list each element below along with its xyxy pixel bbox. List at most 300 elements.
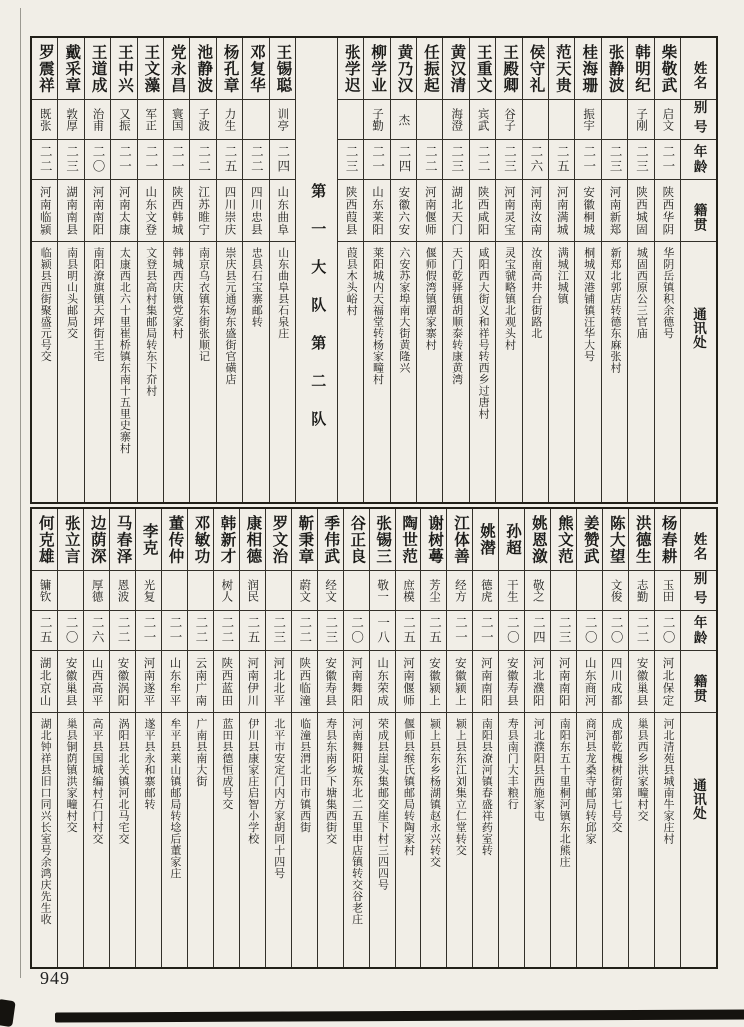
person-column xyxy=(163,38,189,502)
person-column xyxy=(242,38,268,502)
person-name-cell xyxy=(549,38,574,100)
person-name: 韩新才 xyxy=(218,514,236,565)
person-address: 临潼县渭北田市镇西街 xyxy=(298,718,311,833)
person-name: 洪德生 xyxy=(633,514,651,565)
person-origin: 江苏睢宁 xyxy=(197,185,210,236)
person-column xyxy=(110,38,136,502)
person-address: 商河县龙桑寺邮局转邱家 xyxy=(584,718,597,845)
person-column xyxy=(343,509,369,967)
person-address-cell xyxy=(164,242,189,502)
person-column xyxy=(442,38,468,502)
person-age-cell xyxy=(655,140,680,180)
person-origin: 河北濮阳 xyxy=(531,656,544,707)
person-age-cell xyxy=(318,611,343,651)
person-age: 二三 xyxy=(271,616,286,645)
person-name-cell xyxy=(217,38,242,100)
person-name-cell xyxy=(164,38,189,100)
person-column xyxy=(602,509,628,967)
person-column xyxy=(469,38,495,502)
person-origin-cell xyxy=(443,180,468,242)
person-address-cell xyxy=(391,242,416,502)
person-name-cell xyxy=(270,38,295,100)
person-name: 王殿卿 xyxy=(501,43,519,94)
person-address: 寿县南门大丰粮行 xyxy=(506,718,519,810)
person-column xyxy=(395,509,421,967)
person-address-cell xyxy=(473,713,498,967)
person-age: 二一 xyxy=(581,145,596,174)
person-name: 姚潜 xyxy=(477,523,495,556)
person-address: 南京乌衣镇东街张顺记 xyxy=(197,247,210,362)
person-origin: 安徽颍上 xyxy=(427,656,440,707)
person-age: 二一 xyxy=(143,145,158,174)
person-alias-cell xyxy=(243,100,268,140)
person-name: 任振起 xyxy=(421,43,439,94)
person-name: 杨春耕 xyxy=(659,514,677,565)
person-origin-cell xyxy=(577,651,602,713)
person-name: 王中兴 xyxy=(116,43,134,94)
person-address: 城固西原公三官庙 xyxy=(635,247,648,339)
person-column xyxy=(109,509,135,967)
header-cell-age xyxy=(681,611,716,651)
person-name-cell xyxy=(111,38,136,100)
person-age-cell xyxy=(111,140,136,180)
person-name: 桂海珊 xyxy=(580,43,598,94)
header-label-address: 通讯处 xyxy=(691,778,706,820)
person-name: 王锡聪 xyxy=(274,43,292,94)
person-name: 陶世范 xyxy=(400,514,418,565)
person-name: 邓复华 xyxy=(247,43,265,94)
person-origin-cell xyxy=(344,651,369,713)
person-age-cell xyxy=(85,140,110,180)
person-name: 韩明纪 xyxy=(633,43,651,94)
person-column xyxy=(137,38,163,502)
person-address-cell xyxy=(162,713,187,967)
person-origin-cell xyxy=(447,651,472,713)
person-alias: 子波 xyxy=(197,108,210,131)
person-name-cell xyxy=(470,38,495,100)
person-address-cell xyxy=(190,242,215,502)
person-origin: 四川忠县 xyxy=(249,185,262,236)
person-alias: 树人 xyxy=(220,579,233,602)
person-origin: 河南满城 xyxy=(555,185,568,236)
person-age: 二二 xyxy=(116,616,131,645)
person-alias-cell xyxy=(32,100,57,140)
person-alias-cell xyxy=(549,100,574,140)
person-name-cell xyxy=(162,509,187,571)
person-age-cell xyxy=(240,611,265,651)
person-column xyxy=(189,38,215,502)
person-alias: 芳尘 xyxy=(427,579,440,602)
person-name-cell xyxy=(85,38,110,100)
person-column xyxy=(550,509,576,967)
person-address-cell xyxy=(575,242,600,502)
person-alias: 训亭 xyxy=(276,108,289,131)
person-alias-cell xyxy=(110,571,135,611)
person-age: 二二 xyxy=(476,145,491,174)
person-name-cell xyxy=(58,509,83,571)
person-address: 南阳潦旗镇天坪街王宅 xyxy=(91,247,104,362)
person-address-cell xyxy=(496,242,521,502)
person-address: 高平县国城编村石门村交 xyxy=(91,718,104,845)
person-name-cell xyxy=(496,38,521,100)
person-age: 二三 xyxy=(608,145,623,174)
person-address-cell xyxy=(443,242,468,502)
person-age-cell xyxy=(270,140,295,180)
person-alias-cell xyxy=(164,100,189,140)
person-age: 二〇 xyxy=(91,145,106,174)
person-origin: 山东莱阳 xyxy=(371,185,384,236)
person-origin-cell xyxy=(525,651,550,713)
person-alias: 厚德 xyxy=(90,579,103,602)
person-origin-cell xyxy=(84,651,109,713)
person-address: 河北清苑县城南牛家庄村 xyxy=(662,718,675,845)
person-column xyxy=(363,38,389,502)
person-column xyxy=(522,38,548,502)
person-name-cell xyxy=(364,38,389,100)
person-alias: 恩波 xyxy=(116,579,129,602)
person-name-cell xyxy=(629,509,654,571)
person-origin-cell xyxy=(110,651,135,713)
person-name-cell xyxy=(396,509,421,571)
person-age-cell xyxy=(58,611,83,651)
person-name-cell xyxy=(110,509,135,571)
person-alias: 光复 xyxy=(142,579,155,602)
person-address: 牟平县莱山镇邮局转埝后董家庄 xyxy=(168,718,181,879)
person-address: 新郑北郭店转德东麻张村 xyxy=(609,247,622,374)
person-column xyxy=(548,38,574,502)
person-address-cell xyxy=(396,713,421,967)
person-alias: 德虎 xyxy=(479,579,492,602)
person-address: 荣成县崖头集邮交崖下村三四四号 xyxy=(376,718,389,891)
person-name: 江体善 xyxy=(452,514,470,565)
person-name-cell xyxy=(240,509,265,571)
person-name: 熊文范 xyxy=(555,514,573,565)
person-origin-cell xyxy=(523,180,548,242)
person-origin: 河南南阳 xyxy=(557,656,570,707)
person-column xyxy=(216,38,242,502)
person-name-cell xyxy=(523,38,548,100)
person-alias: 经方 xyxy=(453,579,466,602)
person-origin: 湖北天门 xyxy=(450,185,463,236)
person-address-cell xyxy=(84,713,109,967)
person-address-cell xyxy=(292,713,317,967)
person-origin: 陕西葭县 xyxy=(344,185,357,236)
person-name: 马春泽 xyxy=(114,514,132,565)
person-address: 偃师假湾镇谭家寨村 xyxy=(424,247,437,351)
person-age-cell xyxy=(499,611,524,651)
person-name-cell xyxy=(214,509,239,571)
person-origin: 山西高平 xyxy=(90,656,103,707)
person-name-cell xyxy=(499,509,524,571)
person-alias-cell xyxy=(270,100,295,140)
person-name-cell xyxy=(84,509,109,571)
person-origin: 安徽寿县 xyxy=(324,656,337,707)
person-origin-cell xyxy=(602,180,627,242)
person-alias-cell xyxy=(370,571,395,611)
person-address: 忠县石宝寨邮转 xyxy=(250,247,263,328)
unit-divider-label: 第一大队第二队 xyxy=(309,183,326,449)
person-alias: 敬一 xyxy=(376,579,389,602)
person-alias-cell xyxy=(523,100,548,140)
header-label-origin: 籍贯 xyxy=(691,203,707,232)
person-address-cell xyxy=(188,713,213,967)
person-name-cell xyxy=(136,509,161,571)
person-column xyxy=(627,38,653,502)
person-address-cell xyxy=(628,242,653,502)
header-cell-address xyxy=(681,713,716,967)
person-address-cell xyxy=(58,242,83,502)
header-cell-alias xyxy=(681,571,716,611)
person-alias-cell xyxy=(551,571,576,611)
person-name: 柳学业 xyxy=(369,43,387,94)
person-alias-cell xyxy=(32,571,57,611)
person-age: 二〇 xyxy=(64,616,79,645)
person-column xyxy=(265,509,291,967)
person-address-cell xyxy=(217,242,242,502)
person-address: 河北濮阳县西施家屯 xyxy=(532,718,545,822)
person-address: 遂平县永和寨邮转 xyxy=(142,718,155,810)
person-origin-cell xyxy=(575,180,600,242)
person-column xyxy=(337,38,363,502)
person-column xyxy=(628,509,654,967)
person-name-cell xyxy=(243,38,268,100)
person-alias-cell xyxy=(499,571,524,611)
person-age-cell xyxy=(58,140,83,180)
person-name-cell xyxy=(525,509,550,571)
person-origin-cell xyxy=(496,180,521,242)
person-column xyxy=(239,509,265,967)
person-age-cell xyxy=(217,140,242,180)
person-origin: 安徽颍上 xyxy=(453,656,466,707)
person-address-cell xyxy=(602,242,627,502)
person-name: 姚恩潋 xyxy=(529,514,547,565)
person-age: 二五 xyxy=(427,616,442,645)
person-age: 二三 xyxy=(323,616,338,645)
person-name: 姜赞武 xyxy=(581,514,599,565)
person-address-cell xyxy=(525,713,550,967)
person-age-cell xyxy=(32,611,57,651)
person-alias-cell xyxy=(496,100,521,140)
person-age-cell xyxy=(162,611,187,651)
person-name: 边荫深 xyxy=(88,514,106,565)
person-name-cell xyxy=(344,509,369,571)
person-age-cell xyxy=(164,140,189,180)
person-column xyxy=(187,509,213,967)
person-origin-cell xyxy=(85,180,110,242)
person-origin: 陕西蓝田 xyxy=(220,656,233,707)
person-address-cell xyxy=(338,242,363,502)
person-age-cell xyxy=(32,140,57,180)
person-age: 二六 xyxy=(528,145,543,174)
person-name: 党永昌 xyxy=(168,43,186,94)
person-address: 北平市安定门内方家胡同十四号 xyxy=(272,718,285,879)
person-alias-cell xyxy=(577,571,602,611)
person-origin-cell xyxy=(549,180,574,242)
person-column xyxy=(524,509,550,967)
person-alias-cell xyxy=(364,100,389,140)
person-alias-cell xyxy=(266,571,291,611)
person-age: 二二 xyxy=(297,616,312,645)
person-alias: 治甫 xyxy=(91,108,104,131)
person-origin-cell xyxy=(551,651,576,713)
header-label-address: 通讯处 xyxy=(691,307,706,349)
person-address-cell xyxy=(111,242,136,502)
person-column xyxy=(495,38,521,502)
header-column xyxy=(680,509,716,967)
person-age-cell xyxy=(396,611,421,651)
person-address-cell xyxy=(370,713,395,967)
header-label-origin: 籍贯 xyxy=(691,674,707,703)
person-name: 孙超 xyxy=(503,523,521,556)
person-column xyxy=(574,38,600,502)
person-origin-cell xyxy=(655,180,680,242)
person-address: 桐城双港铺镇汪华大号 xyxy=(582,247,595,362)
person-address: 颍上县东乡杨湖镇赵永兴转交 xyxy=(428,718,441,868)
person-alias: 寰国 xyxy=(170,108,183,131)
person-name: 黄乃汉 xyxy=(395,43,413,94)
person-address-cell xyxy=(421,713,446,967)
person-address: 文登县高村集邮局转东下夼村 xyxy=(144,247,157,397)
person-alias-cell xyxy=(396,571,421,611)
person-age: 二三 xyxy=(64,145,79,174)
header-cell-name xyxy=(681,509,716,571)
person-alias-cell xyxy=(473,571,498,611)
person-age: 二一 xyxy=(142,616,157,645)
person-name: 康相德 xyxy=(244,514,262,565)
person-origin: 河南太康 xyxy=(117,185,130,236)
person-age: 一八 xyxy=(375,616,390,645)
person-alias: 敬之 xyxy=(531,579,544,602)
person-alias: 子刚 xyxy=(634,108,647,131)
person-address: 南县明山头邮局交 xyxy=(65,247,78,339)
person-address: 太康西北六十里崔桥镇东南十五里史寨村 xyxy=(118,247,131,454)
person-address-cell xyxy=(655,242,680,502)
person-alias-cell xyxy=(318,571,343,611)
person-origin-cell xyxy=(111,180,136,242)
person-column xyxy=(446,509,472,967)
person-origin-cell xyxy=(270,180,295,242)
person-alias-cell xyxy=(447,571,472,611)
person-name: 王重文 xyxy=(474,43,492,94)
person-address-cell xyxy=(344,713,369,967)
person-age: 二六 xyxy=(90,616,105,645)
person-origin-cell xyxy=(266,651,291,713)
person-name: 罗震祥 xyxy=(36,43,54,94)
person-name: 王道成 xyxy=(89,43,107,94)
person-name-cell xyxy=(266,509,291,571)
person-name-cell xyxy=(575,38,600,100)
person-alias-cell xyxy=(58,571,83,611)
person-address: 韩城西庆镇党家村 xyxy=(171,247,184,339)
person-alias-cell xyxy=(655,571,680,611)
person-alias: 庶模 xyxy=(402,579,415,602)
person-address: 偃师县缑氏镇邮局转陶家村 xyxy=(402,718,415,856)
person-origin: 河南灵宝 xyxy=(502,185,515,236)
person-name-cell xyxy=(473,509,498,571)
person-address-cell xyxy=(655,713,680,967)
person-origin: 河南南阳 xyxy=(91,185,104,236)
person-address: 巢县铜荫镇洪家疃村交 xyxy=(65,718,78,833)
person-origin: 山东文登 xyxy=(144,185,157,236)
person-origin-cell xyxy=(188,651,213,713)
person-origin-cell xyxy=(628,180,653,242)
person-origin-cell xyxy=(32,651,57,713)
person-origin: 陕西华阴 xyxy=(661,185,674,236)
person-column xyxy=(498,509,524,967)
person-origin-cell xyxy=(292,651,317,713)
person-origin-cell xyxy=(58,180,83,242)
person-alias: 文俊 xyxy=(609,579,622,602)
person-age-cell xyxy=(417,140,442,180)
person-name: 张学迟 xyxy=(342,43,360,94)
person-age: 二五 xyxy=(223,145,237,174)
header-column xyxy=(680,38,716,502)
person-alias-cell xyxy=(111,100,136,140)
person-origin: 陕西韩城 xyxy=(170,185,183,236)
person-origin: 山东曲阜 xyxy=(276,185,289,236)
person-column xyxy=(84,38,110,502)
person-address-cell xyxy=(551,713,576,967)
person-age-cell xyxy=(243,140,268,180)
person-age-cell xyxy=(391,140,416,180)
person-origin-cell xyxy=(603,651,628,713)
person-alias-cell xyxy=(85,100,110,140)
header-cell-name xyxy=(681,38,716,100)
person-alias-cell xyxy=(188,571,213,611)
person-name-cell xyxy=(603,509,628,571)
person-address: 华阴岳镇积余德号 xyxy=(661,247,674,339)
person-name: 董传仲 xyxy=(166,514,184,565)
person-alias: 振宇 xyxy=(582,108,595,131)
person-alias-cell xyxy=(443,100,468,140)
person-address: 涡阳县北关镇河北马宅交 xyxy=(117,718,129,845)
person-address: 湖北钟祥县旧口同兴长室号余鸿庆先生收 xyxy=(39,718,52,925)
person-age-cell xyxy=(602,140,627,180)
person-origin-cell xyxy=(499,651,524,713)
person-origin-cell xyxy=(391,180,416,242)
person-name: 侯守礼 xyxy=(527,43,545,94)
person-address-cell xyxy=(499,713,524,967)
person-address: 六安苏家埠南大街黄隆兴 xyxy=(397,247,410,374)
person-alias: 经文 xyxy=(324,579,337,602)
person-age-cell xyxy=(370,611,395,651)
person-name-cell xyxy=(58,38,83,100)
person-alias: 既张 xyxy=(38,108,51,131)
person-origin-cell xyxy=(58,651,83,713)
person-column xyxy=(420,509,446,967)
person-address-cell xyxy=(470,242,495,502)
person-alias: 敦厚 xyxy=(65,108,78,131)
person-name-cell xyxy=(138,38,163,100)
person-age-cell xyxy=(575,140,600,180)
person-origin: 四川崇庆 xyxy=(223,185,236,236)
person-age: 二二 xyxy=(38,145,53,174)
person-alias: 启文 xyxy=(661,108,674,131)
person-origin: 河北北平 xyxy=(272,656,285,707)
person-origin-cell xyxy=(240,651,265,713)
person-age: 二一 xyxy=(453,616,468,645)
person-age-cell xyxy=(603,611,628,651)
person-age: 二二 xyxy=(219,616,234,645)
person-origin: 河南南阳 xyxy=(479,656,492,707)
person-address: 南阳东五十里桐河镇东北熊庄 xyxy=(558,718,571,868)
person-age-cell xyxy=(655,611,680,651)
person-origin: 山东商河 xyxy=(583,656,596,707)
person-origin: 山东荣成 xyxy=(376,656,389,707)
person-alias: 镛钦 xyxy=(38,579,51,602)
person-origin: 湖南南县 xyxy=(65,185,78,236)
person-age: 二二 xyxy=(249,145,264,174)
